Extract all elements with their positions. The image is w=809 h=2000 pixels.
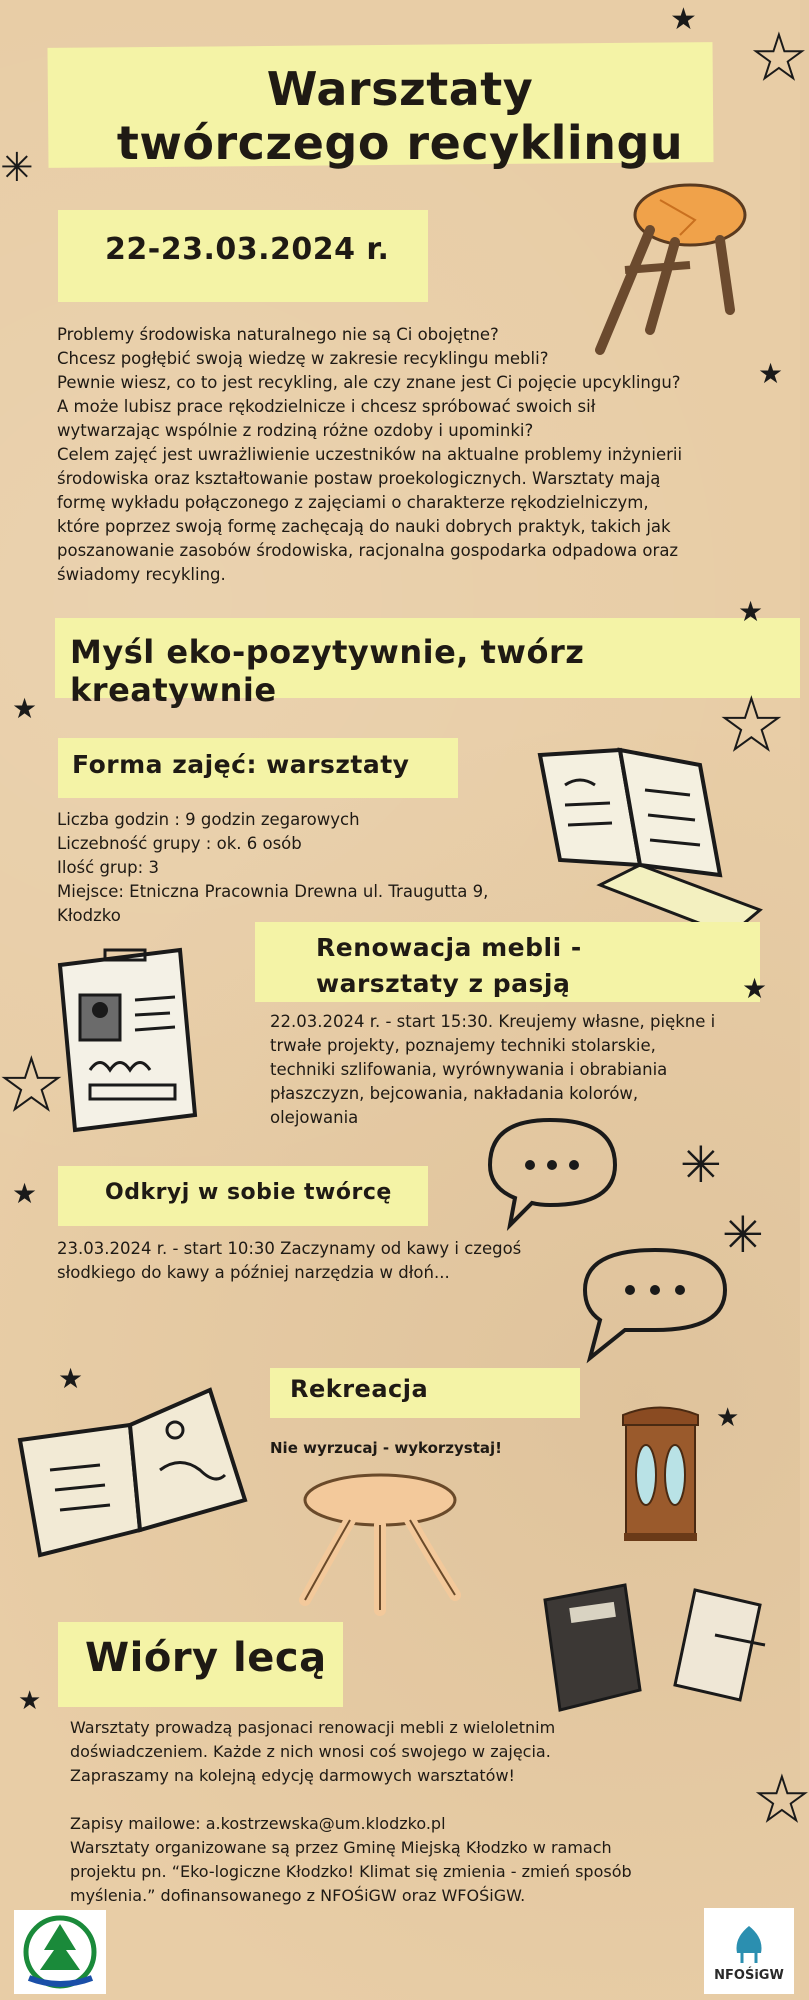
title-line-1: Warsztaty	[266, 62, 534, 116]
odkryj-details	[57, 1237, 577, 1285]
wiory-line	[70, 1788, 770, 1812]
intro-line: Pewnie wiesz, co to jest recykling, ale czy znane jest Ci pojęcie upcyklingu?	[57, 373, 681, 392]
forma-line: Kłodzko	[57, 906, 121, 925]
odkryj-line: słodkiego do kawy a później narzędzia w dłoń...	[57, 1263, 450, 1282]
star-icon: ★	[12, 692, 38, 725]
intro-line: które poprzez swoją formę zachęcają do nauki dobrych praktyk, takich jak	[57, 517, 671, 536]
intro-line: Chcesz pogłębić swoją wiedzę w zakresie recyklingu mebli?	[57, 349, 549, 368]
intro-line: Celem zajęć jest uwrażliwienie uczestników na aktualne problemy inżynierii	[57, 445, 683, 464]
renowacja-line: techniki szlifowania, wyrównywania i obrabiania	[270, 1060, 668, 1079]
speech-bubble-icon	[470, 1110, 630, 1230]
intro-line: świadomy recykling.	[57, 565, 226, 584]
intro-line: formę wykładu połączonego z zajęciami o charakterze rękodzielniczym,	[57, 493, 649, 512]
intro-line: Problemy środowiska naturalnego nie są Ci obojętne?	[57, 325, 499, 344]
wardrobe-icon	[618, 1400, 703, 1545]
intro-line: wytwarzając wspólnie z rodziną różne ozdoby i upominki?	[57, 421, 534, 440]
wiory-heading: Wióry lecą	[85, 1635, 327, 1681]
page-title	[0, 62, 800, 170]
star-icon: ★	[716, 1403, 740, 1433]
intro-line: poszanowanie zasobów środowiska, racjonalna gospodarka odpadowa oraz	[57, 541, 679, 560]
star-icon: ★	[720, 684, 783, 766]
wiory-line: doświadczeniem. Każde z nich wnosi coś swojego w zajęcia.	[70, 1742, 551, 1761]
nfosigw-logo-text: NFOŚiGW	[714, 1968, 784, 1983]
star-icon: ★	[738, 595, 764, 628]
wiory-line: Zapraszamy na kolejną edycję darmowych warsztatów!	[70, 1766, 515, 1785]
renowacja-heading-line-2: warsztaty z pasją	[316, 969, 571, 998]
renowacja-line: olejowania	[270, 1108, 359, 1127]
speech-bubble-icon	[565, 1240, 735, 1360]
forma-line: Miejsce: Etniczna Pracownia Drewna ul. Traugutta 9,	[57, 882, 489, 901]
wiory-line: Warsztaty prowadzą pasjonaci renowacji mebli z wieloletnim	[70, 1718, 556, 1737]
forma-line: Liczba godzin : 9 godzin zegarowych	[57, 810, 360, 829]
star-icon: ★	[18, 1686, 42, 1716]
star-icon: ✳	[722, 1206, 764, 1264]
star-icon: ★	[755, 1765, 809, 1835]
forma-line: Liczebność grupy : ok. 6 osób	[57, 834, 302, 853]
notebook-icon	[535, 1580, 765, 1720]
odkryj-heading: Odkryj w sobie twórcę	[105, 1180, 392, 1205]
star-icon: ★	[742, 972, 768, 1005]
wiory-details	[70, 1716, 770, 1908]
star-icon: ★	[670, 2, 697, 37]
open-book-icon	[530, 745, 770, 945]
tree-logo-icon	[14, 1910, 106, 1994]
forma-line: Ilość grup: 3	[57, 858, 159, 877]
wiory-line: Warsztaty organizowane są przez Gminę Miejską Kłodzko w ramach	[70, 1838, 612, 1857]
rekreacja-text: Nie wyrzucaj - wykorzystaj!	[270, 1439, 502, 1457]
wiory-line: myślenia.” dofinansowanego z NFOŚiGW oraz WFOŚiGW.	[70, 1886, 526, 1905]
sketch-book-icon	[10, 1380, 250, 1560]
renowacja-heading	[316, 930, 582, 1002]
star-icon: ★	[58, 1362, 84, 1395]
table-icon	[290, 1465, 470, 1615]
intro-paragraph	[57, 323, 747, 587]
wiory-email-line: Zapisy mailowe: a.kostrzewska@um.klodzko.pl	[70, 1814, 446, 1833]
nfosigw-logo	[704, 1908, 794, 1994]
star-icon: ★	[758, 357, 784, 390]
event-date: 22-23.03.2024 r.	[105, 232, 390, 267]
renowacja-line: 22.03.2024 r. - start 15:30. Kreujemy własne, piękne i	[270, 1012, 716, 1031]
wiory-line: projektu pn. “Eko-logiczne Kłodzko! Klimat się zmienia - zmień sposób	[70, 1862, 632, 1881]
star-icon: ✳	[0, 145, 34, 191]
renowacja-line: trwałe projekty, poznajemy techniki stolarskie,	[270, 1036, 656, 1055]
renowacja-line: płaszczyzn, bejcowania, nakładania kolorów,	[270, 1084, 639, 1103]
odkryj-line: 23.03.2024 r. - start 10:30 Zaczynamy od kawy i czegoś	[57, 1239, 522, 1258]
intro-line: A może lubisz prace rękodzielnicze i chcesz spróbować swoich sił	[57, 397, 596, 416]
city-logo	[14, 1910, 106, 1994]
forma-details	[57, 808, 537, 928]
id-card-icon	[50, 945, 200, 1135]
star-icon: ★	[752, 23, 806, 93]
renowacja-heading-line-1: Renowacja mebli -	[316, 933, 582, 962]
star-icon: ★	[12, 1177, 38, 1210]
forma-heading: Forma zajęć: warsztaty	[72, 750, 410, 779]
title-line-2: twórczego recyklingu	[116, 116, 684, 170]
star-icon: ✳	[680, 1136, 722, 1194]
star-icon: ★	[0, 1044, 63, 1126]
slogan: Myśl eko-pozytywnie, twórz kreatywnie	[70, 633, 585, 709]
intro-line: środowiska oraz kształtowanie postaw proekologicznych. Warsztaty mają	[57, 469, 661, 488]
rekreacja-heading: Rekreacja	[290, 1375, 429, 1403]
